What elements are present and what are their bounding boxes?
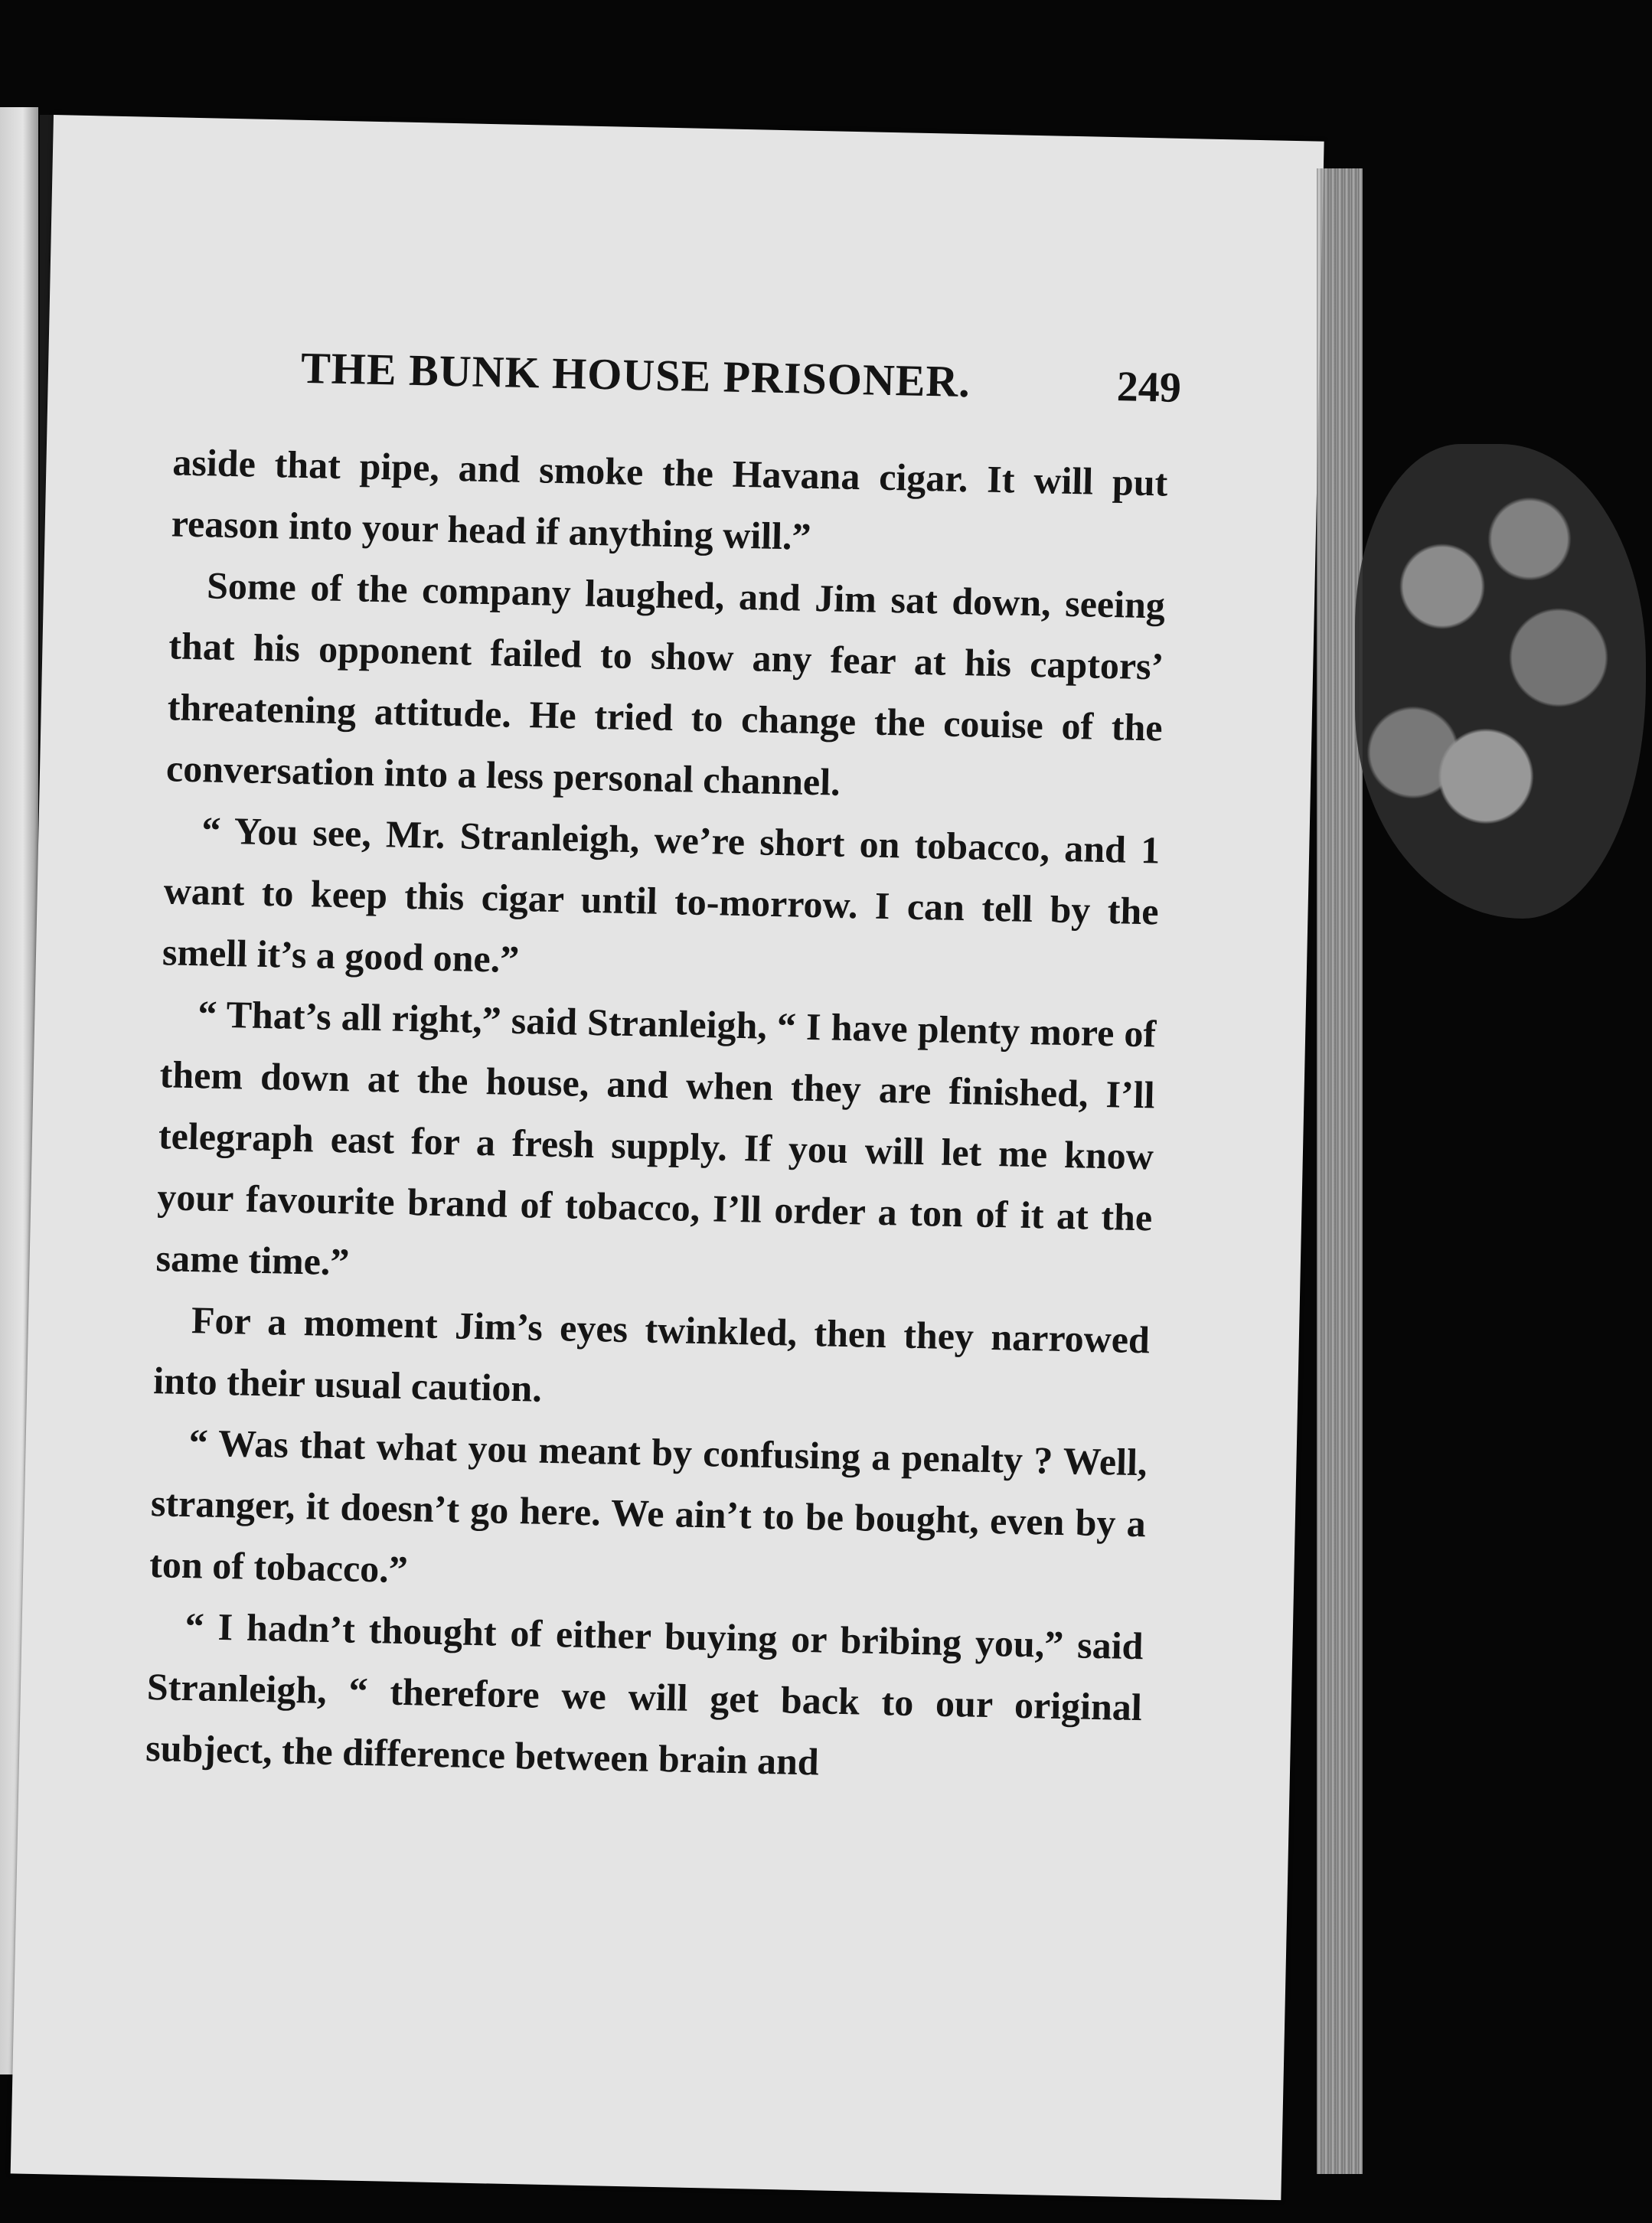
page-number: 249 (1116, 363, 1182, 412)
page-header (300, 342, 1182, 429)
paragraph: “ I hadn’t thought of either buying or bribing you,” said Stranleigh, “ therefore we will get back to our original subject, the difference between brain and (145, 1604, 1144, 1784)
paragraph: “ Was that what you meant by confusing a penalty ? Well, stranger, it doesn’t go here. We ain’t to be bought, even by a ton of tobacco.” (149, 1421, 1148, 1591)
paper-debris (1355, 444, 1646, 919)
paragraph: aside that pipe, and smoke the Havana cigar. It will put reason into your head if anything will.” (171, 440, 1168, 558)
paragraph: “ That’s all right,” said Stranleigh, “ I have plenty more of them down at the house, and when they are finished, I’ll telegraph east for a fresh supply. If you will let me know your favourite brand of tobacco, I’ll order a ton of it at the same time.” (155, 992, 1157, 1284)
running-head: THE BUNK HOUSE PRISONER. (300, 342, 971, 407)
page-stack-edge (1317, 168, 1363, 2174)
book-page (11, 115, 1324, 2200)
page-body (145, 431, 1169, 1799)
paragraph: Some of the company laughed, and Jim sat down, seeing that his opponent failed to show any fear at his captors’ threatening attitude. He tried to change the couise of the conversation into a less personal channel. (165, 563, 1166, 804)
paragraph: For a moment Jim’s eyes twinkled, then they narrowed into their usual caution. (152, 1298, 1151, 1410)
paragraph: “ You see, Mr. Stranleigh, we’re short on tobacco, and 1 want to keep this cigar until to-morrow. I can tell by the smell it’s a good one.” (162, 808, 1161, 981)
